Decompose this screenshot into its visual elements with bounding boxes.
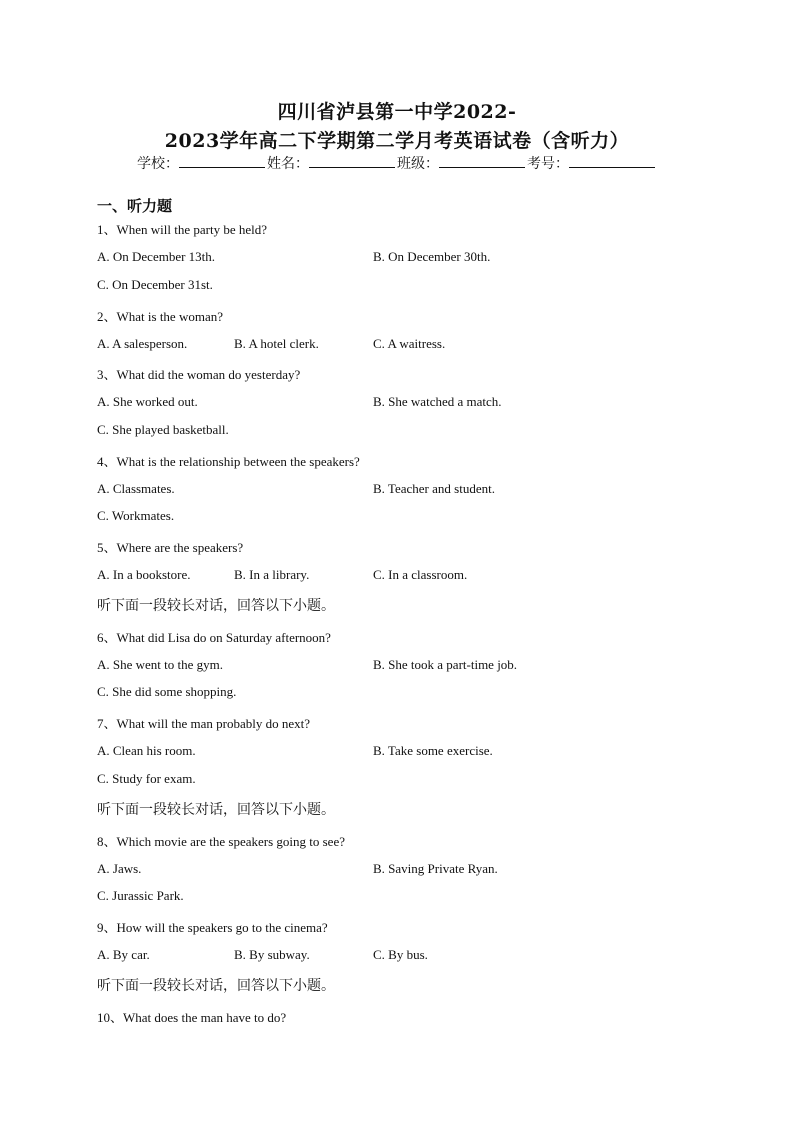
q4-option-b: B. Teacher and student. [373, 481, 495, 496]
instruction-1: 听下面一段较长对话，回答以下小题。 [97, 598, 335, 614]
q9-option-a: A. By car. [97, 947, 150, 962]
q8-option-a: A. Jaws. [97, 861, 142, 876]
instruction-3: 听下面一段较长对话，回答以下小题。 [97, 978, 335, 994]
q7-option-b: B. Take some exercise. [373, 743, 493, 758]
q6-option-c: C. She did some shopping. [97, 684, 237, 699]
question-2: 2、What is the woman? [97, 309, 223, 324]
q9-option-c: C. By bus. [373, 947, 428, 962]
q5-option-c: C. In a classroom. [373, 567, 468, 582]
school-label: 学校： [137, 156, 179, 172]
q6-option-b: B. She took a part-time job. [373, 657, 518, 672]
question-8: 8、Which movie are the speakers going to see? [97, 834, 345, 849]
q5-option-a: A. In a bookstore. [97, 567, 191, 582]
school-blank[interactable] [179, 155, 265, 168]
q9-option-b: B. By subway. [234, 947, 310, 962]
q1-option-b: B. On December 30th. [373, 249, 491, 264]
q1-option-c: C. On December 31st. [97, 277, 213, 292]
q2-option-a: A. A salesperson. [97, 336, 188, 351]
section-heading: 一、听力题 [97, 197, 173, 215]
question-3: 3、What did the woman do yesterday? [97, 367, 301, 382]
q3-option-c: C. She played basketball. [97, 422, 229, 437]
q2-option-c: C. A waitress. [373, 336, 446, 351]
question-5: 5、Where are the speakers? [97, 540, 244, 555]
name-blank[interactable] [309, 155, 395, 168]
page-title-line2: 2023学年高二下学期第二学月考英语试卷（含听力） [164, 130, 630, 152]
question-4: 4、What is the relationship between the speakers? [97, 454, 360, 469]
student-info-row [0, 153, 794, 173]
question-9: 9、How will the speakers go to the cinema? [97, 920, 328, 935]
q7-option-c: C. Study for exam. [97, 771, 196, 786]
question-10: 10、What does the man have to do? [97, 1010, 287, 1025]
q8-option-b: B. Saving Private Ryan. [373, 861, 498, 876]
q5-option-b: B. In a library. [234, 567, 310, 582]
q4-option-a: A. Classmates. [97, 481, 175, 496]
question-7: 7、What will the man probably do next? [97, 716, 311, 731]
q1-option-a: A. On December 13th. [97, 249, 216, 264]
q3-option-b: B. She watched a match. [373, 394, 502, 409]
number-label: 考号： [527, 156, 569, 172]
q6-option-a: A. She went to the gym. [97, 657, 224, 672]
q4-option-c: C. Workmates. [97, 508, 175, 523]
q3-option-a: A. She worked out. [97, 394, 198, 409]
q2-option-b: B. A hotel clerk. [234, 336, 319, 351]
q8-option-c: C. Jurassic Park. [97, 888, 184, 903]
instruction-2: 听下面一段较长对话，回答以下小题。 [97, 802, 335, 818]
class-blank[interactable] [439, 155, 525, 168]
question-1: 1、When will the party be held? [97, 222, 268, 237]
name-label: 姓名： [267, 156, 309, 172]
question-6: 6、What did Lisa do on Saturday afternoon? [97, 630, 331, 645]
q7-option-a: A. Clean his room. [97, 743, 196, 758]
class-label: 班级： [397, 156, 439, 172]
page-title-line1: 四川省泸县第一中学2022- [277, 101, 517, 123]
number-blank[interactable] [569, 155, 655, 168]
